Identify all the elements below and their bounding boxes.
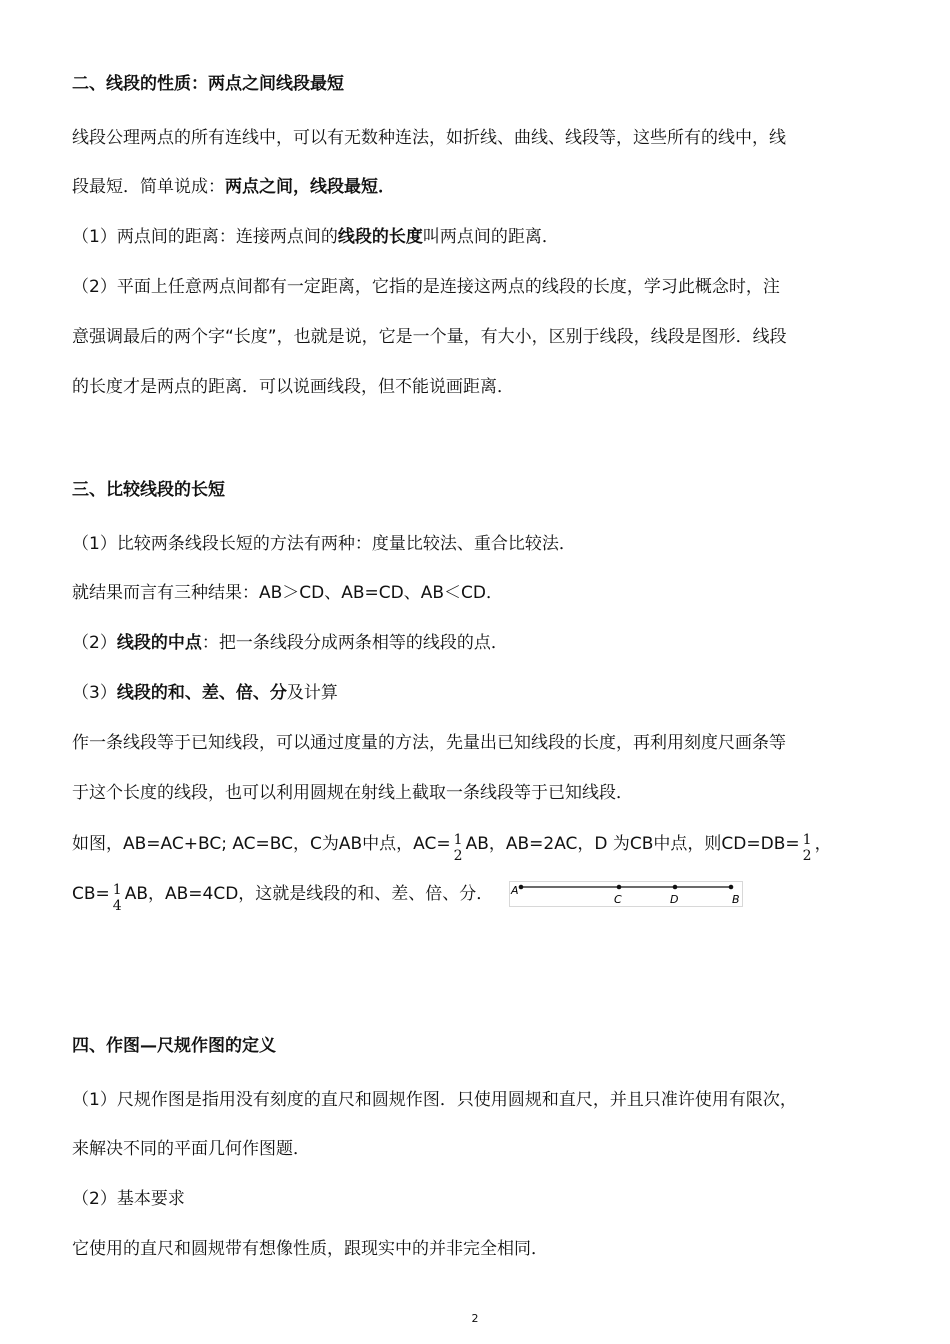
paragraph-line: 来解决不同的平面几何作图题． [72, 1139, 310, 1159]
point-a-label: A [510, 884, 519, 897]
list-item: （1）尺规作图是指用没有刻度的直尺和圆规作图．只使用圆规和直尺，并且只准许使用有限次， [72, 1090, 797, 1110]
section-heading-4: 四、作图—尺规作图的定义 [72, 1036, 276, 1056]
fraction-one-half: 1 2 [802, 832, 812, 864]
list-item: （3）线段的和、差、倍、分及计算 [72, 683, 338, 703]
paragraph-line: 的长度才是两点的距离．可以说画线段，但不能说画距离． [72, 377, 514, 397]
segment-diagram [509, 881, 743, 907]
fraction-one-half: 1 2 [453, 832, 463, 864]
fraction-one-quarter: 1 4 [112, 882, 122, 914]
section-heading-2: 二、线段的性质：两点之间线段最短 [72, 74, 344, 94]
point-c-label: C [613, 893, 622, 906]
paragraph-line: 段最短．简单说成：两点之间，线段最短． [72, 177, 395, 197]
point-a-dot [518, 885, 523, 890]
point-d-label: D [669, 893, 679, 906]
example-line: 如图，AB=AC+BC; AC=BC，C为AB中点，AC= 1 2 AB，AB=2AC，D 为CB中点，则CD=DB= 1 2 ， [72, 832, 832, 864]
paragraph-line: 线段公理两点的所有连线中，可以有无数种连法，如折线、曲线、线段等，这些所有的线中，线 [72, 128, 786, 148]
point-d-dot [672, 885, 677, 890]
bold-text: 线段的长度 [337, 227, 423, 247]
section-heading-3: 三、比较线段的长短 [72, 480, 225, 500]
bold-text: 两点之间，线段最短． [225, 177, 395, 197]
bold-text: 线段的中点 [116, 633, 202, 653]
bold-text: 线段的和、差、倍、分 [116, 683, 287, 703]
page-number: 2 [471, 1312, 479, 1325]
point-b-dot [728, 885, 733, 890]
paragraph-line: 它使用的直尺和圆规带有想像性质，跟现实中的并非完全相同． [72, 1239, 548, 1259]
list-item: （2）平面上任意两点间都有一定距离，它指的是连接这两点的线段的长度，学习此概念时，注 [72, 277, 780, 297]
point-c-dot [616, 885, 621, 890]
paragraph-line: 意强调最后的两个字“长度”，也就是说，它是一个量，有大小，区别于线段，线段是图形．线段 [72, 327, 787, 347]
example-line: CB= 1 4 AB，AB=4CD，这就是线段的和、差、倍、分． A C D B [72, 878, 890, 910]
paragraph-line: 作一条线段等于已知线段，可以通过度量的方法，先量出已知线段的长度，再利用刻度尺画条等 [72, 733, 786, 753]
paragraph-line: 于这个长度的线段，也可以利用圆规在射线上截取一条线段等于已知线段． [72, 783, 633, 803]
paragraph-line: 就结果而言有三种结果：AB＞CD、AB=CD、AB＜CD． [72, 583, 504, 603]
list-item: （2）基本要求 [72, 1189, 185, 1209]
list-item: （1）比较两条线段长短的方法有两种：度量比较法、重合比较法． [72, 534, 576, 554]
list-item: （2）线段的中点：把一条线段分成两条相等的线段的点． [72, 633, 508, 653]
list-item: （1）两点间的距离：连接两点间的线段的长度叫两点间的距离． [72, 227, 559, 247]
point-b-label: B [731, 893, 740, 906]
